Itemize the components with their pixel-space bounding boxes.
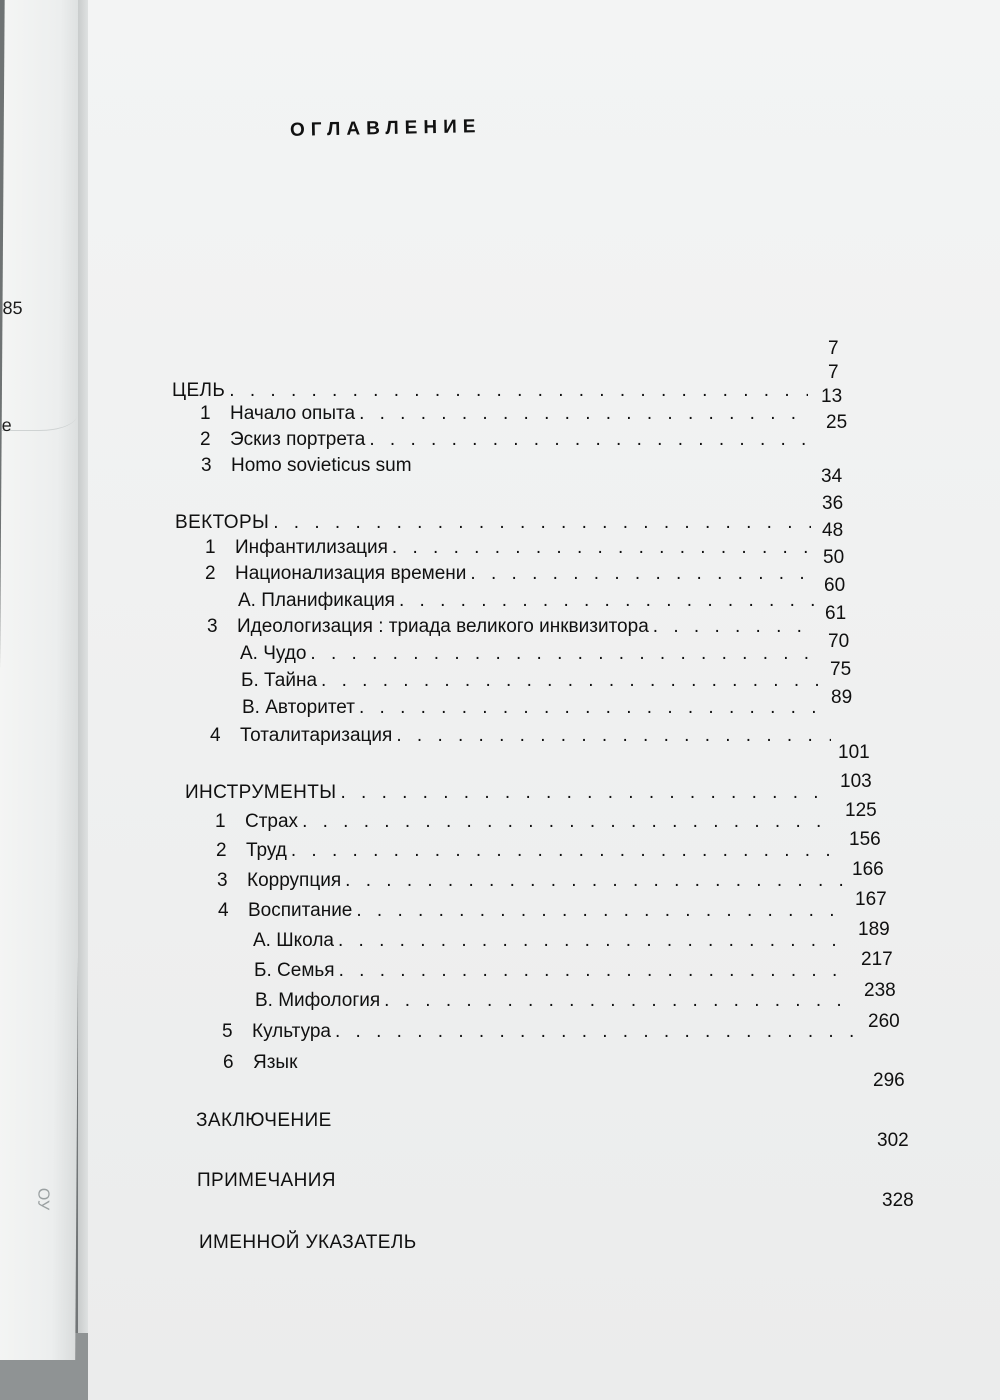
page-number: 101 — [838, 742, 870, 763]
toc-entry — [205, 537, 817, 559]
page-number: 103 — [840, 771, 872, 792]
page-number: 50 — [823, 547, 845, 568]
toc-entry-number: 1 — [200, 403, 211, 424]
toc-entry-label: Воспитание — [248, 900, 353, 921]
toc-entry-label: ПРИМЕЧАНИЯ — [197, 1170, 336, 1191]
dot-leader — [359, 697, 825, 719]
page-number: 13 — [821, 386, 843, 407]
page-number: 48 — [822, 520, 844, 541]
toc-entry-label: Страх — [245, 811, 299, 832]
toc-entry-number: 5 — [222, 1021, 233, 1042]
page-number: 296 — [873, 1070, 905, 1091]
toc-entry — [218, 900, 850, 922]
toc-entry — [201, 455, 461, 477]
toc-entry-label: Национализация времени — [235, 563, 467, 584]
toc-entry-label: Б. Тайна — [241, 670, 318, 691]
page-number: 260 — [868, 1011, 900, 1032]
toc-entry-label: Эскиз портрета — [230, 429, 366, 450]
toc-entry-label: ЗАКЛЮЧЕНИЕ — [196, 1110, 332, 1131]
dot-leader — [392, 537, 813, 559]
toc-entry — [238, 590, 822, 612]
toc-entry — [175, 512, 815, 534]
left-page-fragment: е — [1, 415, 12, 435]
dot-leader — [356, 900, 846, 922]
toc-entry-number: 1 — [215, 811, 226, 832]
toc-entry-label: Язык — [253, 1052, 298, 1073]
toc-entry-label: ВЕКТОРЫ — [175, 512, 270, 533]
toc-entry-number: 2 — [216, 840, 227, 861]
toc-entry-label: Идеологизация : триада великого инквизитора — [237, 616, 649, 637]
page-number: 60 — [824, 575, 846, 596]
dot-leader — [321, 670, 824, 692]
dot-leader — [345, 870, 843, 892]
page-number: 167 — [855, 889, 887, 910]
toc-entry-number: 3 — [207, 616, 218, 637]
dot-leader — [273, 512, 811, 534]
dot-leader — [310, 643, 821, 665]
toc-entry — [199, 1232, 529, 1254]
toc-entry — [241, 670, 828, 692]
dot-leader — [302, 811, 834, 833]
toc-entry-label: А. Школа — [253, 930, 334, 951]
left-page-fragment: ОУ — [34, 1187, 52, 1211]
page-number: 189 — [858, 919, 890, 940]
page-number: 7 — [828, 338, 839, 359]
dot-leader — [359, 403, 811, 425]
page-number: 302 — [877, 1130, 909, 1151]
page-title: ОГЛАВЛЕНИЕ — [289, 116, 482, 141]
toc-entry — [215, 811, 838, 833]
toc-entry-number: 1 — [205, 537, 216, 558]
page-number: 61 — [825, 603, 847, 624]
toc-entry-label: Инфантилизация — [235, 537, 388, 558]
toc-entry — [210, 725, 835, 747]
page-number: 7 — [828, 362, 839, 383]
toc-entry-label: Коррупция — [247, 870, 342, 891]
left-page-fragment: 85 — [2, 298, 23, 318]
toc-entry-number: 4 — [210, 725, 221, 746]
toc-entry — [172, 380, 812, 402]
toc-entry-label: А. Чудо — [240, 643, 307, 664]
toc-entry-label: А. Планификация — [238, 590, 395, 611]
toc-entry — [242, 697, 829, 719]
toc-entry — [200, 429, 818, 451]
toc-entry-label: Тоталитаризация — [240, 725, 393, 746]
dot-leader — [399, 590, 818, 612]
page-number: 36 — [822, 493, 844, 514]
page-number: 166 — [852, 859, 884, 880]
toc-entry-label: Труд — [246, 840, 287, 861]
dot-leader — [291, 840, 838, 862]
dot-leader — [340, 782, 831, 804]
dot-leader — [338, 930, 849, 952]
toc-entry — [223, 1052, 333, 1074]
toc-entry — [200, 403, 815, 425]
dot-leader — [470, 563, 815, 585]
toc-entry-number: 2 — [200, 429, 211, 450]
page-number: 238 — [864, 980, 896, 1001]
toc-entry — [207, 616, 822, 638]
dot-leader — [339, 960, 852, 982]
toc-entry-label: В. Авторитет — [242, 697, 355, 718]
dot-leader — [396, 725, 831, 747]
toc-entry-number: 4 — [218, 900, 229, 921]
toc-entry — [255, 990, 859, 1012]
toc-entry-label: Культура — [252, 1021, 331, 1042]
toc-entry — [222, 1021, 863, 1043]
toc-entry — [197, 1170, 397, 1192]
dot-leader — [384, 990, 855, 1012]
dot-leader — [335, 1021, 859, 1043]
dot-leader — [653, 616, 818, 638]
toc-entry-number: 2 — [205, 563, 216, 584]
toc-entry — [254, 960, 856, 982]
page-number: 70 — [828, 631, 850, 652]
toc-entry-label: Начало опыта — [230, 403, 356, 424]
toc-entry-label: ЦЕЛЬ — [172, 380, 226, 401]
toc-entry — [240, 643, 825, 665]
toc-entry — [185, 782, 835, 804]
dot-leader — [369, 429, 814, 451]
page-number: 217 — [861, 949, 893, 970]
toc-entry — [253, 930, 853, 952]
toc-entry-label: Homo sovieticus sum — [231, 455, 412, 476]
page-number: 34 — [821, 466, 843, 487]
dot-leader — [229, 380, 808, 402]
toc-entry — [216, 840, 842, 862]
toc-entry-label: В. Мифология — [255, 990, 381, 1011]
toc-entry-number: 3 — [217, 870, 228, 891]
page-number: 25 — [826, 412, 848, 433]
page-number: 75 — [830, 659, 852, 680]
page-number: 125 — [845, 800, 877, 821]
toc-entry-label: Б. Семья — [254, 960, 335, 981]
toc-entry-label: ИНСТРУМЕНТЫ — [185, 782, 337, 803]
toc-entry — [196, 1110, 396, 1132]
toc-entry-number: 6 — [223, 1052, 234, 1073]
toc-entry-number: 3 — [201, 455, 212, 476]
toc-entry — [217, 870, 847, 892]
page-number: 89 — [831, 687, 853, 708]
page-number: 156 — [849, 829, 881, 850]
toc-entry-label: ИМЕННОЙ УКАЗАТЕЛЬ — [199, 1232, 417, 1253]
page-number: 328 — [882, 1190, 914, 1211]
toc-entry — [205, 563, 819, 585]
